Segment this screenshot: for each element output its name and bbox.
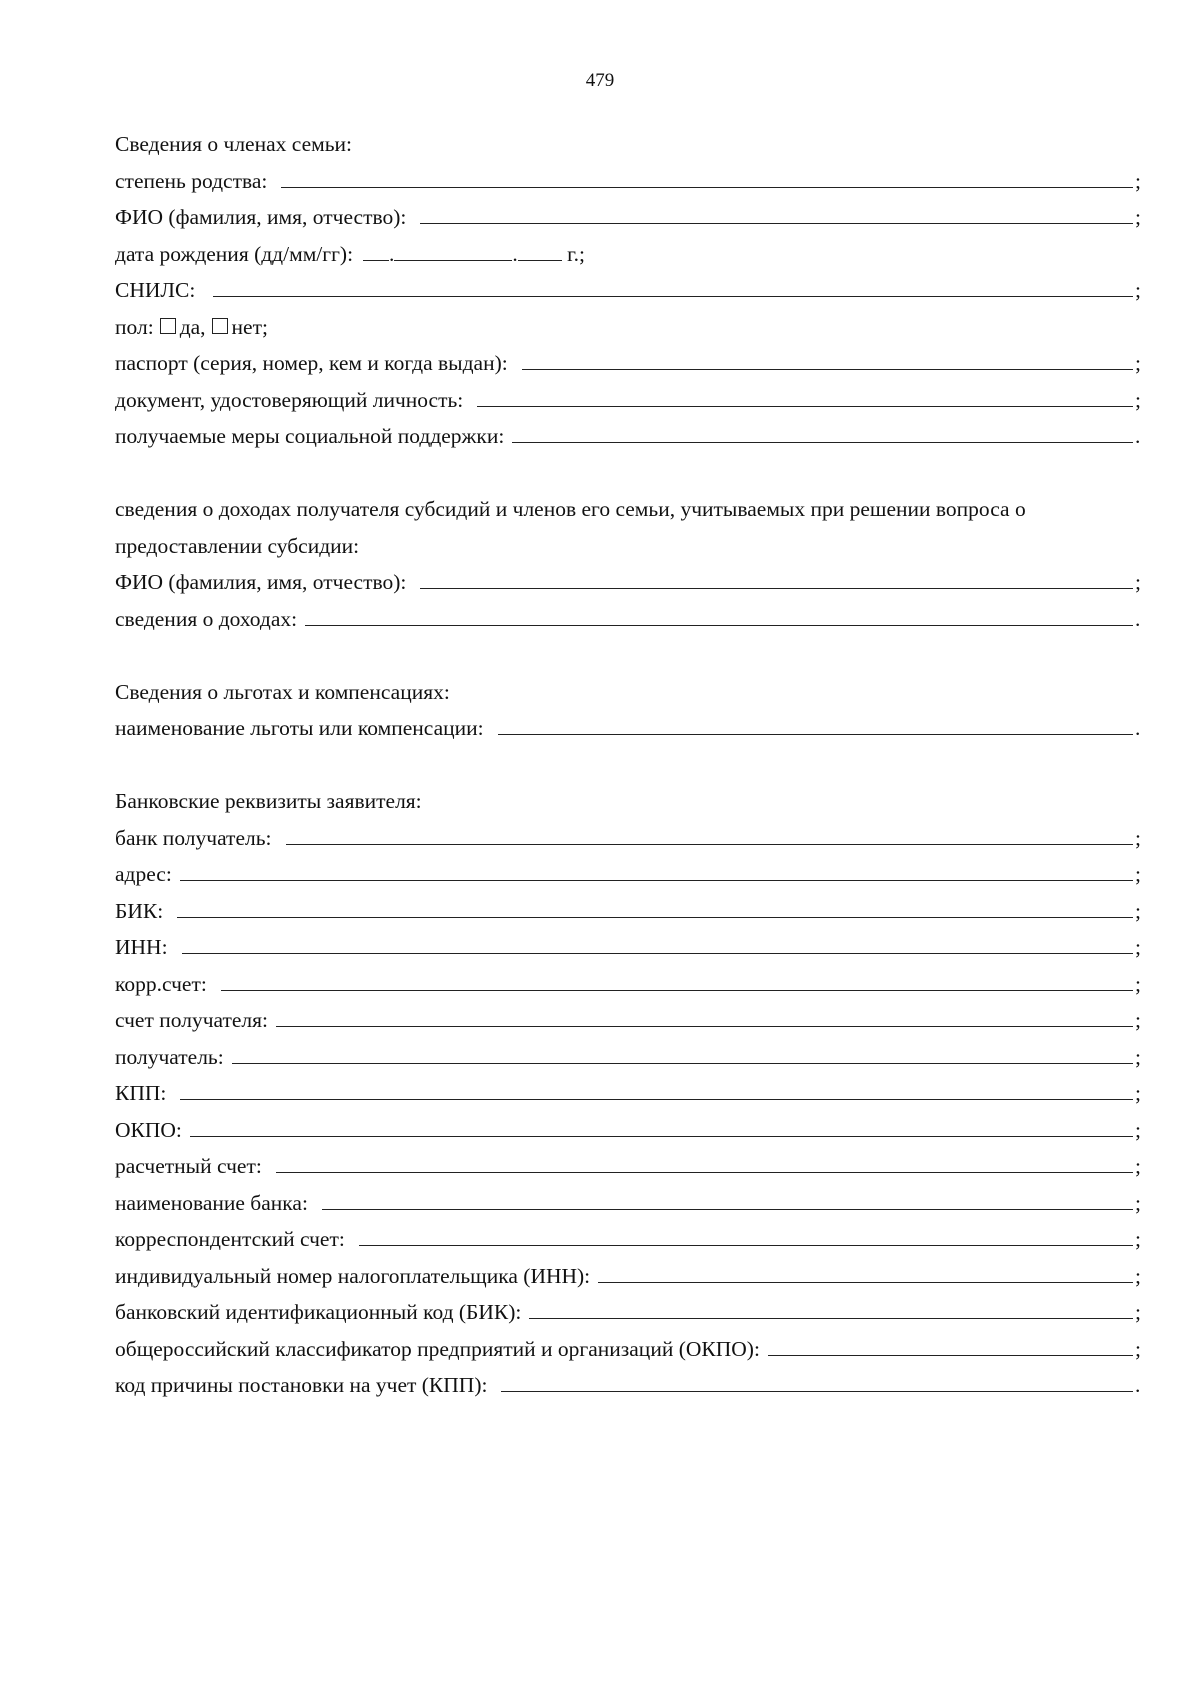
sex-no-checkbox[interactable] <box>212 318 228 334</box>
bank-field-row: счет получателя: ; <box>115 1008 1141 1032</box>
income-fio-row: ФИО (фамилия, имя, отчество): ; <box>115 570 1141 594</box>
snils-field[interactable] <box>213 276 1133 297</box>
family-fio-row: ФИО (фамилия, имя, отчество): ; <box>115 205 1141 229</box>
corr-account-field[interactable] <box>221 970 1133 991</box>
kpp-field[interactable] <box>180 1079 1133 1100</box>
family-heading: Сведения о членах семьи: <box>115 132 353 156</box>
passport-row: паспорт (серия, номер, кем и когда выдан): ; <box>115 351 1141 375</box>
page-number: 479 <box>585 70 615 91</box>
bank-recipient-field[interactable] <box>286 824 1133 845</box>
income-field[interactable] <box>305 605 1133 626</box>
dob-day-field[interactable] <box>363 242 389 261</box>
relation-field[interactable] <box>281 167 1133 188</box>
form-body <box>115 126 1143 1404</box>
settlement-account-field[interactable] <box>276 1152 1133 1173</box>
bank-field-row: БИК: ; <box>115 898 1141 923</box>
id-doc-row: документ, удостоверяющий личность: ; <box>115 387 1141 412</box>
income-row: сведения о доходах: . <box>115 606 1141 631</box>
id-doc-field[interactable] <box>477 386 1133 407</box>
address-field[interactable] <box>180 860 1133 881</box>
support-field[interactable] <box>512 422 1133 443</box>
sex-row: пол: да, нет; <box>115 314 268 339</box>
bik-field[interactable] <box>177 897 1133 918</box>
income-heading: сведения о доходах получателя субсидий и членов его семьи, учитываемых при решении вопроса о предоставлении субсидии: <box>115 497 1026 558</box>
correspondent-account-field[interactable] <box>359 1225 1133 1246</box>
bank-heading: Банковские реквизиты заявителя: <box>115 789 422 813</box>
family-fio-field[interactable] <box>420 203 1133 224</box>
bank-field-row: код причины постановки на учет (КПП): . <box>115 1373 1141 1397</box>
okpo-field[interactable] <box>190 1116 1133 1137</box>
recipient-account-field[interactable] <box>276 1006 1133 1027</box>
bank-field-row: ИНН: ; <box>115 935 1141 959</box>
bank-field-row: банковский идентификационный код (БИК): ; <box>115 1300 1141 1324</box>
bank-field-row: общероссийский классификатор предприятий и организаций (ОКПО): ; <box>115 1336 1141 1361</box>
income-fio-field[interactable] <box>420 568 1133 589</box>
bank-field-row: корр.счет: ; <box>115 971 1141 996</box>
bank-field-row: индивидуальный номер налогоплательщика (ИНН): ; <box>115 1263 1141 1288</box>
bank-field-row: расчетный счет: ; <box>115 1154 1141 1178</box>
support-row: получаемые меры социальной поддержки: . <box>115 424 1141 448</box>
benefits-heading: Сведения о льготах и компенсациях: <box>115 679 450 704</box>
bank-field-row: получатель: ; <box>115 1044 1141 1069</box>
bank-id-code-field[interactable] <box>529 1298 1133 1319</box>
dob-month-field[interactable] <box>394 242 512 261</box>
bank-field-row: адрес: ; <box>115 862 1141 886</box>
snils-row: СНИЛС: ; <box>115 278 1141 302</box>
dob-year-field[interactable] <box>518 242 562 261</box>
taxpayer-number-field[interactable] <box>598 1262 1133 1283</box>
sex-yes-checkbox[interactable] <box>160 318 176 334</box>
bank-field-row: банк получатель: ; <box>115 825 1141 850</box>
bank-field-row: ОКПО: ; <box>115 1117 1141 1142</box>
relation-row: степень родства: ; <box>115 168 1141 193</box>
bank-field-row: корреспондентский счет: ; <box>115 1227 1141 1251</box>
bank-name-field[interactable] <box>322 1189 1133 1210</box>
inn-field[interactable] <box>182 933 1133 954</box>
passport-field[interactable] <box>522 349 1133 370</box>
benefit-field[interactable] <box>498 714 1133 735</box>
bank-field-row: наименование банка: ; <box>115 1190 1141 1215</box>
recipient-field[interactable] <box>232 1043 1133 1064</box>
kpp-full-field[interactable] <box>501 1371 1133 1392</box>
okpo-full-field[interactable] <box>768 1335 1133 1356</box>
dob-row: дата рождения (дд/мм/гг): . . г.; <box>115 241 585 266</box>
bank-field-row: КПП: ; <box>115 1081 1141 1105</box>
benefit-row: наименование льготы или компенсации: . <box>115 716 1141 740</box>
